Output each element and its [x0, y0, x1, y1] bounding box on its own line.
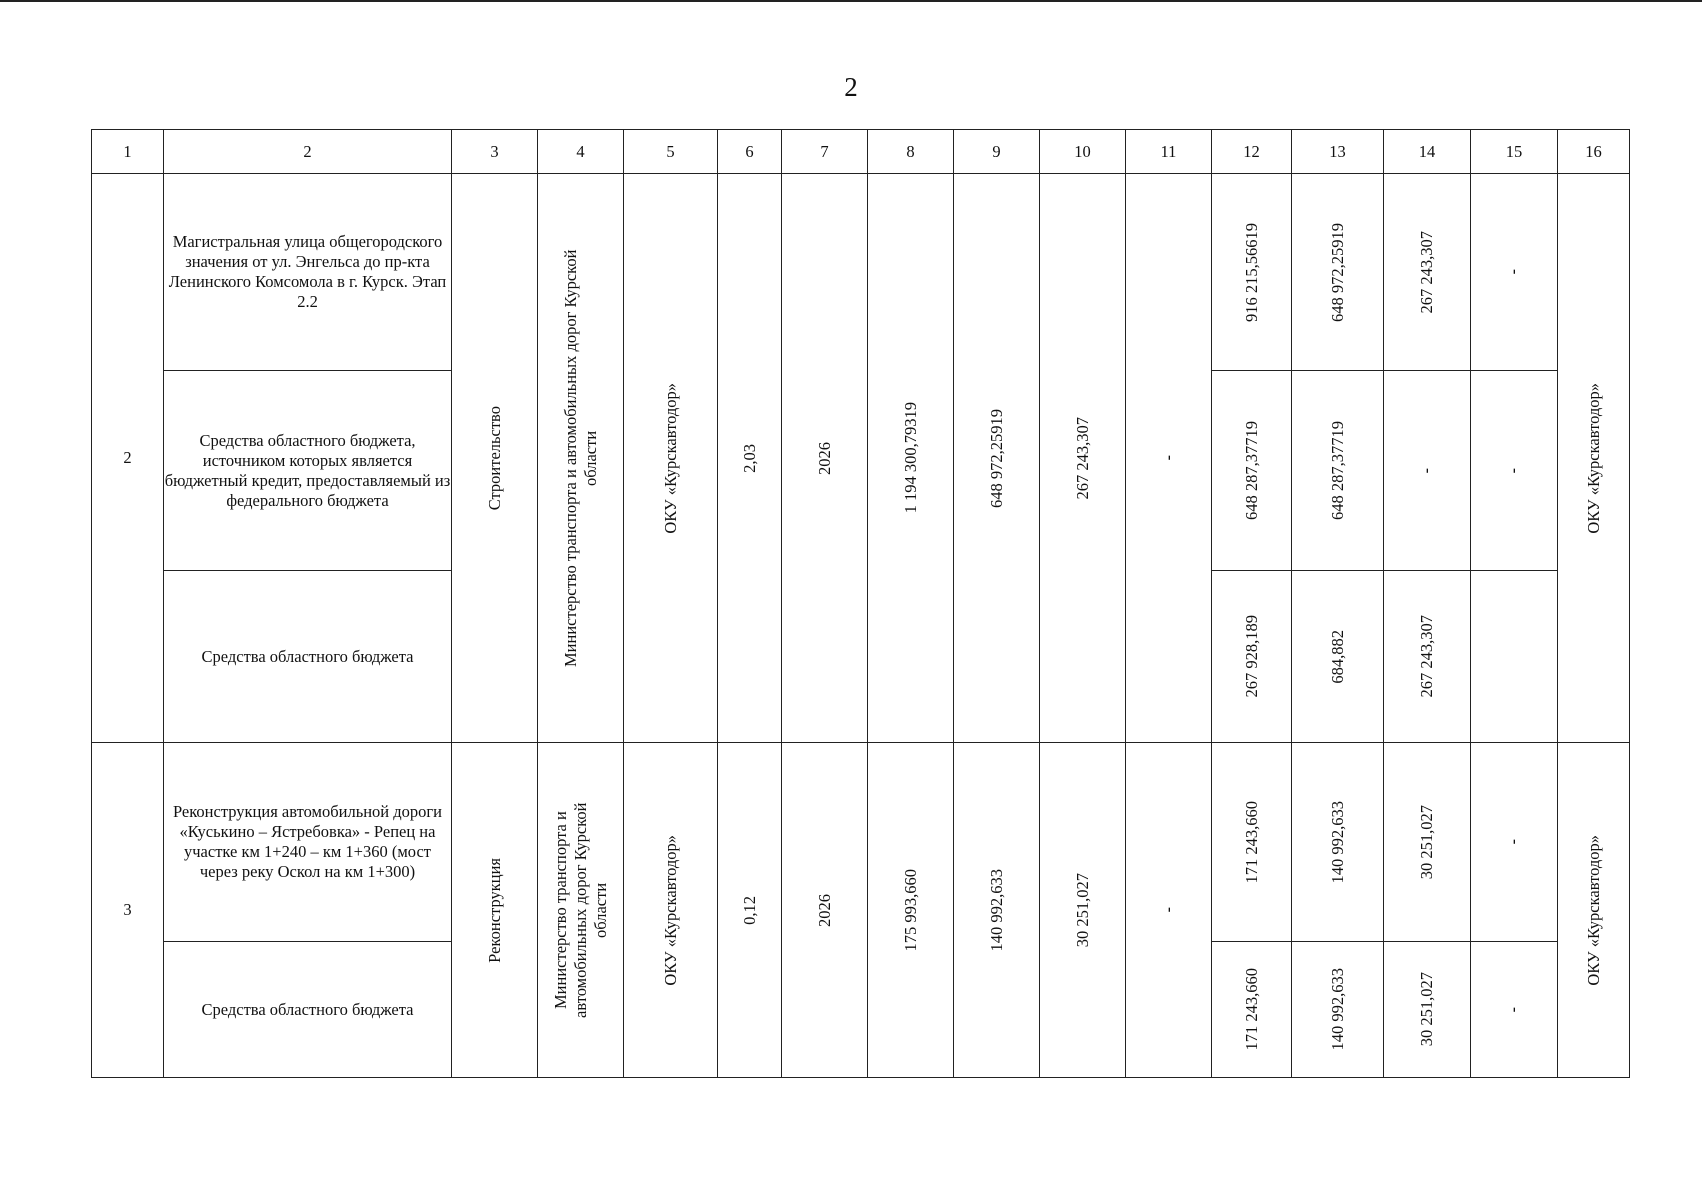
row-number: 3 — [92, 743, 164, 1078]
capacity-value: 0,12 — [718, 743, 782, 1078]
year-value: 2026 — [782, 174, 868, 743]
funding-source: Средства областного бюджета, источником которых является бюджетный кредит, предоставляемый из федерального бюджета — [164, 371, 452, 571]
cost-col-15: - — [1471, 942, 1558, 1078]
column-header: 11 — [1126, 130, 1212, 174]
cost-col-14: 30 251,027 — [1384, 743, 1471, 942]
cost-col-12: 267 928,189 — [1212, 571, 1292, 743]
column-header: 15 — [1471, 130, 1558, 174]
table-row — [92, 174, 1630, 371]
cost-col-12: 648 287,37719 — [1212, 371, 1292, 571]
cost-col-14: - — [1384, 371, 1471, 571]
cost-col-15: - — [1471, 743, 1558, 942]
state-customer: ОКУ «Курскавтодор» — [624, 743, 718, 1078]
table-row — [92, 743, 1630, 942]
top-rule — [0, 0, 1702, 2]
column-header: 1 — [92, 130, 164, 174]
year-value: 2026 — [782, 743, 868, 1078]
object-name: Магистральная улица общегородского значения от ул. Энгельса до пр-кта Ленинского Комсомола в г. Курск. Этап 2.2 — [164, 174, 452, 371]
column-header: 14 — [1384, 130, 1471, 174]
column-header: 3 — [452, 130, 538, 174]
work-kind: Строительство — [452, 174, 538, 743]
column-header: 2 — [164, 130, 452, 174]
total-cost: 1 194 300,79319 — [868, 174, 954, 743]
cost-col-12: 171 243,660 — [1212, 743, 1292, 942]
cost-col-9: 140 992,633 — [954, 743, 1040, 1078]
funding-source: Средства областного бюджета — [164, 571, 452, 743]
cost-col-10: 267 243,307 — [1040, 174, 1126, 743]
cost-col-14: 267 243,307 — [1384, 174, 1471, 371]
column-header: 6 — [718, 130, 782, 174]
column-header: 7 — [782, 130, 868, 174]
column-header: 5 — [624, 130, 718, 174]
column-header: 8 — [868, 130, 954, 174]
state-customer: ОКУ «Курскавтодор» — [624, 174, 718, 743]
row-number: 2 — [92, 174, 164, 743]
cost-col-12: 171 243,660 — [1212, 942, 1292, 1078]
responsible-ministry: Министерство транспорта и автомобильных дорог Курской области — [538, 743, 624, 1078]
column-header: 13 — [1292, 130, 1384, 174]
column-header: 9 — [954, 130, 1040, 174]
investment-table — [91, 129, 1630, 1078]
cost-col-11: - — [1126, 174, 1212, 743]
total-cost: 175 993,660 — [868, 743, 954, 1078]
cost-col-14: 267 243,307 — [1384, 571, 1471, 743]
column-header: 12 — [1212, 130, 1292, 174]
cost-col-15: - — [1471, 371, 1558, 571]
header-row — [92, 130, 1630, 174]
funding-source: Средства областного бюджета — [164, 942, 452, 1078]
column-header: 4 — [538, 130, 624, 174]
cost-col-9: 648 972,25919 — [954, 174, 1040, 743]
executor: ОКУ «Курскавтодор» — [1558, 174, 1630, 743]
capacity-value: 2,03 — [718, 174, 782, 743]
page-number: 2 — [844, 72, 858, 102]
cost-col-13: 648 287,37719 — [1292, 371, 1384, 571]
work-kind: Реконструкция — [452, 743, 538, 1078]
cost-col-11: - — [1126, 743, 1212, 1078]
cost-col-13: 648 972,25919 — [1292, 174, 1384, 371]
object-name: Реконструкция автомобильной дороги «Куськино – Ястребовка» - Репец на участке км 1+240 – км 1+360 (мост через реку Оскол на км 1+300) — [164, 743, 452, 942]
cost-col-14: 30 251,027 — [1384, 942, 1471, 1078]
cost-col-13: 140 992,633 — [1292, 942, 1384, 1078]
cost-col-12: 916 215,56619 — [1212, 174, 1292, 371]
cost-col-13: 140 992,633 — [1292, 743, 1384, 942]
cost-col-13: 684,882 — [1292, 571, 1384, 743]
cost-col-10: 30 251,027 — [1040, 743, 1126, 1078]
column-header: 10 — [1040, 130, 1126, 174]
column-header: 16 — [1558, 130, 1630, 174]
cost-col-15 — [1471, 571, 1558, 743]
responsible-ministry: Министерство транспорта и автомобильных дорог Курской области — [538, 174, 624, 743]
executor: ОКУ «Курскавтодор» — [1558, 743, 1630, 1078]
cost-col-15: - — [1471, 174, 1558, 371]
